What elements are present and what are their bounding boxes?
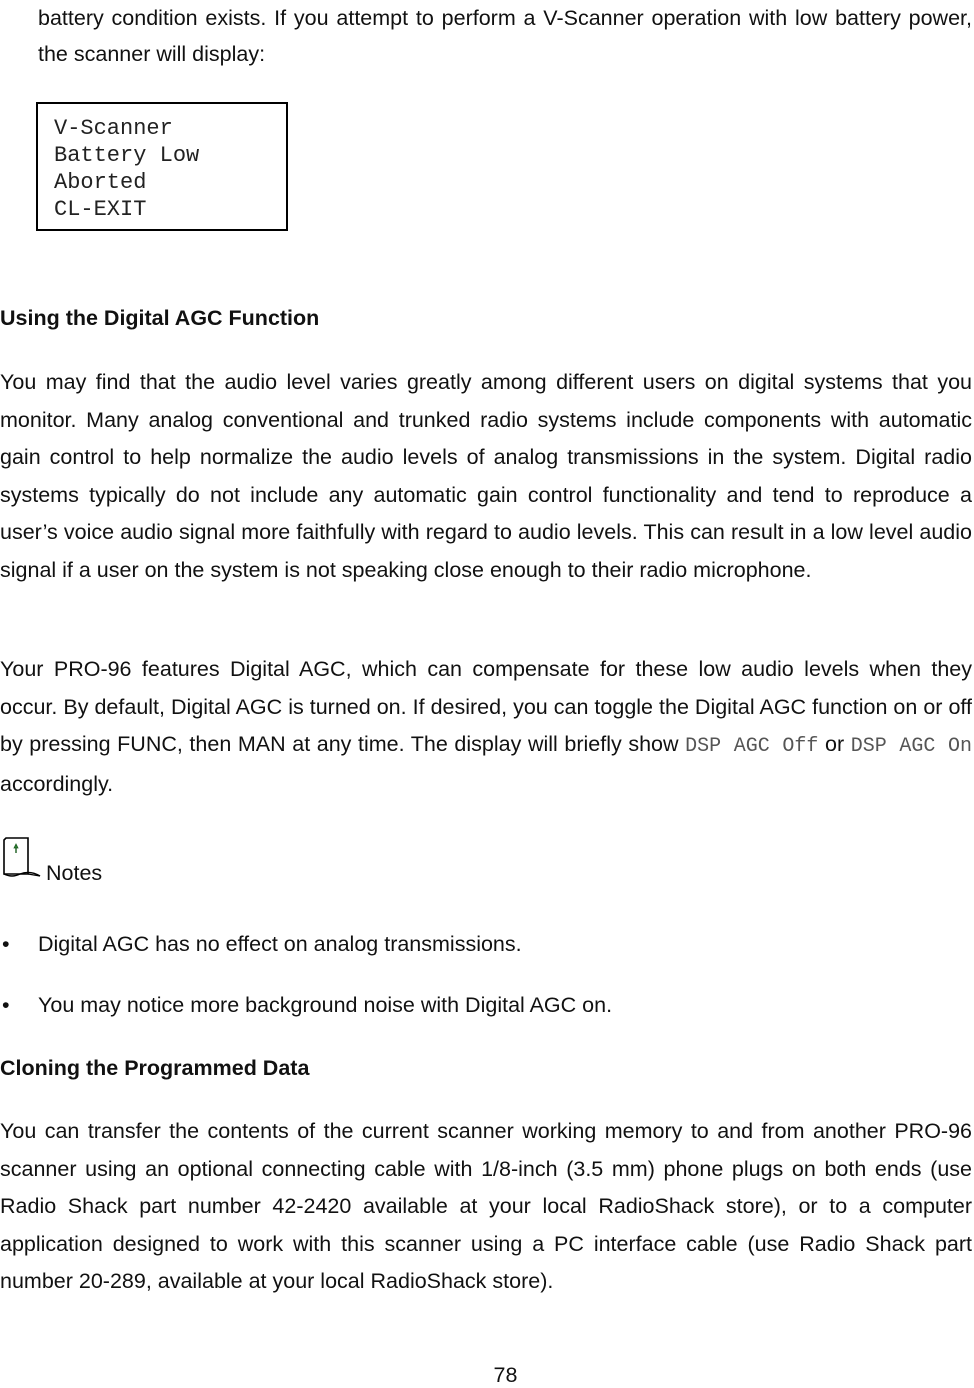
bullet-dot: • bbox=[2, 932, 10, 956]
lcd-display-box bbox=[36, 102, 288, 231]
agc-section-heading: Using the Digital AGC Function bbox=[0, 306, 320, 330]
lcd-line-4: CL-EXIT bbox=[54, 197, 147, 222]
notes-bullet-text: You may notice more background noise with Digital AGC on. bbox=[38, 993, 613, 1017]
clone-paragraph: You can transfer the contents of the current scanner working memory to and from another PRO-96 scanner using an optional connecting cable with 1/8-inch (3.5 mm) phone plugs on both ends (use Radio Shack part number 42-2420 available at your local RadioShack store), or to a computer application designed to work with this scanner using a PC interface cable (use Radio Shack part number 20-289, available at your local RadioShack store). bbox=[0, 1119, 972, 1293]
lcd-line-3: Aborted bbox=[54, 170, 147, 195]
page-number: 78 bbox=[493, 1363, 518, 1387]
agc-paragraph-2 bbox=[0, 651, 972, 803]
lcd-line-1: V-Scanner bbox=[54, 116, 173, 141]
display-agc-on: DSP AGC On bbox=[850, 735, 972, 758]
connector-or: or bbox=[824, 732, 845, 756]
notes-header bbox=[0, 834, 200, 886]
agc-paragraph-1: You may find that the audio level varies greatly among different users on digital systems that you monitor. Many analog conventional and trunked radio systems include components with automatic gain control to help normalize the audio levels of analog transmissions in the system. Digital radio systems typically do not include any automatic gain control functionality and tend to reproduce a user’s voice audio signal more faithfully with regard to audio levels. This can result in a low level audio signal if a user on the system is not speaking close enough to their radio microphone. bbox=[0, 370, 972, 582]
note-icon bbox=[0, 834, 44, 880]
intro-paragraph: battery condition exists. If you attempt to perform a V-Scanner operation with low battery power, the scanner will display: bbox=[38, 6, 972, 66]
notes-label: Notes bbox=[46, 861, 103, 885]
notes-bullet-text: Digital AGC has no effect on analog transmissions. bbox=[38, 932, 522, 956]
clone-section-heading: Cloning the Programmed Data bbox=[0, 1056, 310, 1080]
agc-paragraph-2-end: accordingly. bbox=[0, 771, 114, 796]
lcd-line-2: Battery Low bbox=[54, 143, 200, 168]
agc-paragraph-2-text: Your PRO-96 features Digital AGC, which can compensate for these low audio levels when they occur. By default, Digital AGC is turned on. If desired, you can toggle the Digital AGC function on or off by pressing FUNC, then MAN at any time. The display will briefly show bbox=[0, 657, 972, 756]
bullet-dot: • bbox=[2, 993, 10, 1017]
display-agc-off: DSP AGC Off bbox=[685, 735, 819, 758]
